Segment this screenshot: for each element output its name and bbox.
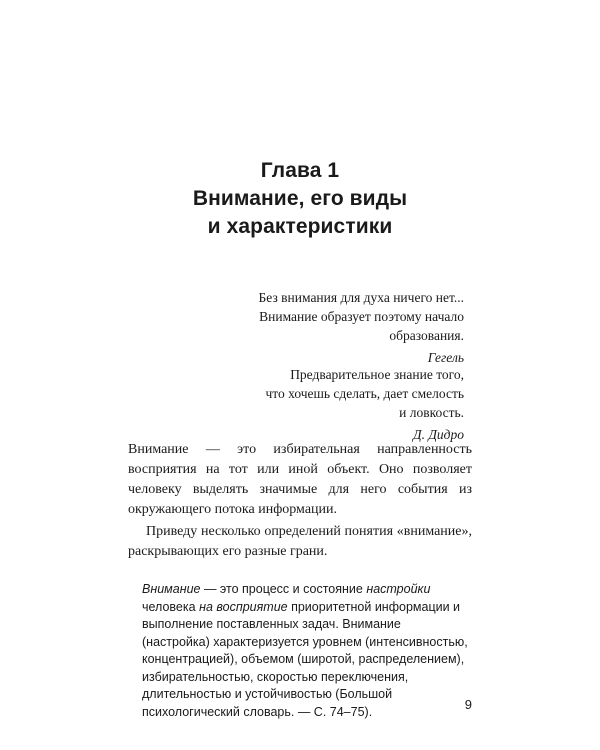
epigraph-diderot [265, 365, 464, 444]
definition-block [142, 581, 472, 721]
definition-text: человека [142, 599, 200, 614]
body-text [128, 440, 472, 562]
definition-emphasis: на восприятие [199, 599, 288, 614]
definition-term: Внимание [142, 582, 201, 596]
epigraph-line: образования. [389, 328, 464, 343]
chapter-title-line-2: и характеристики [207, 215, 393, 238]
definition-emphasis: настройки [366, 582, 431, 596]
epigraph-line: что хочешь сделать, дает смелость [265, 386, 464, 401]
definition-text: приоритетной информации и выполнение поставленных задач. Внимание (настройка) характеризуется уровнем (интенсивностью, концентрацией), объемом (широтой, распределением), избирательностью, скоростью переключения, длительностью и устойчивостью (Большой психологический словарь. — С. 74–75). [142, 599, 468, 719]
epigraph-author: Д. Дидро [412, 427, 464, 442]
epigraph-hegel [259, 288, 464, 367]
epigraph-author: Гегель [427, 350, 464, 365]
epigraph-line: Внимание образует поэтому начало [259, 309, 464, 324]
chapter-title-line-1: Внимание, его виды [192, 187, 408, 210]
chapter-heading [0, 157, 600, 241]
body-paragraph-2: Приведу несколько определений понятия «внимание», раскрывающих его разные грани. [128, 524, 472, 559]
definition-text: — это процесс и состояние [200, 582, 367, 596]
chapter-number: Глава 1 [260, 159, 340, 182]
body-paragraph-1: Внимание — это избирательная направленность восприятия на тот или иной объект. Оно позволяет человеку выделять значимые для него события из окружающего потока информации. [128, 442, 472, 517]
epigraph-line: Предварительное знание того, [290, 367, 464, 382]
epigraph-line: и ловкость. [399, 405, 464, 420]
page-number: 9 [464, 697, 472, 712]
epigraph-line: Без внимания для духа ничего нет... [258, 290, 464, 305]
